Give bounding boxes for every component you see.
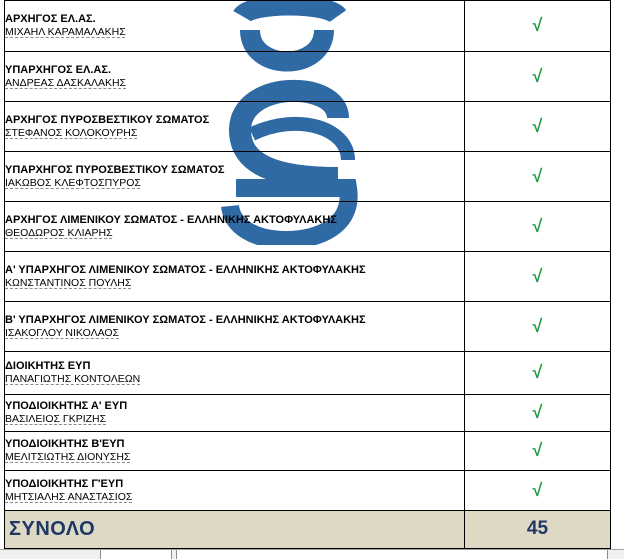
position-title: Α' ΥΠΑΡΧΗΓΟΣ ΛΙΜΕΝΙΚΟΥ ΣΩΜΑΤΟΣ - ΕΛΛΗΝΙΚΗΣ ΑΚΤΟΦΥΛΑΚΗΣ (5, 263, 366, 276)
table-row (5, 52, 611, 102)
person-name: ΙΣΑΚΟΓΛΟΥ ΝΙΚΟΛΑΟΣ (5, 326, 120, 339)
position-cell[interactable] (5, 52, 465, 102)
position-title: ΥΠΑΡΧΗΓΟΣ ΠΥΡΟΣΒΕΣΤΙΚΟΥ ΣΩΜΑΤΟΣ (5, 163, 225, 176)
check-mark-icon: √ (532, 15, 543, 35)
person-name: ΙΑΚΩΒΟΣ ΚΛΕΦΤΟΣΠΥΡΟΣ (5, 176, 141, 189)
total-label: ΣΥΝΟΛΟ (9, 517, 96, 540)
table-row (5, 202, 611, 252)
person-name: ΜΗΤΣΙΑΛΗΣ ΑΝΑΣΤΑΣΙΟΣ (5, 490, 133, 503)
check-cell[interactable] (465, 302, 611, 352)
table-row (5, 471, 611, 511)
check-cell[interactable] (465, 352, 611, 395)
position-title: ΔΙΟΙΚΗΤΗΣ ΕΥΠ (5, 360, 91, 372)
person-name: ΘΕΟΔΩΡΟΣ ΚΛΙΑΡΗΣ (5, 226, 113, 239)
check-mark-icon: √ (532, 165, 543, 186)
sheet-tab[interactable] (176, 550, 608, 559)
position-cell[interactable] (5, 395, 465, 432)
check-mark-icon: √ (532, 479, 543, 500)
person-name: ΣΤΕΦΑΝΟΣ ΚΟΛΟΚΟΥΡΗΣ (5, 126, 138, 139)
position-title: ΥΠΟΔΙΟΙΚΗΤΗΣ Α' ΕΥΠ (5, 400, 128, 412)
check-mark-icon: √ (532, 65, 543, 86)
position-cell[interactable] (5, 352, 465, 395)
person-name: ΑΝΔΡΕΑΣ ΔΑΣΚΑΛΑΚΗΣ (5, 76, 127, 89)
position-title: ΑΡΧΗΓΟΣ ΛΙΜΕΝΙΚΟΥ ΣΩΜΑΤΟΣ - ΕΛΛΗΝΙΚΗΣ ΑΚΤΟΦΥΛΑΚΗΣ (5, 213, 337, 226)
table-row (5, 302, 611, 352)
person-name: ΜΕΛΙΤΣΙΩΤΗΣ ΔΙΟΝΥΣΗΣ (5, 451, 131, 463)
check-cell[interactable] (465, 432, 611, 471)
person-name: ΚΩΝΣΤΑΝΤΙΝΟΣ ΠΟΥΛΗΣ (5, 276, 132, 289)
table-row (5, 1, 611, 52)
position-cell[interactable] (5, 302, 465, 352)
total-value: 45 (526, 518, 549, 540)
position-cell[interactable] (5, 202, 465, 252)
position-cell[interactable] (5, 152, 465, 202)
person-name: ΜΙΧΑΗΛ ΚΑΡΑΜΑΛΑΚΗΣ (5, 26, 126, 38)
position-cell[interactable] (5, 252, 465, 302)
table-row (5, 152, 611, 202)
position-title: ΥΠΟΔΙΟΙΚΗΤΗΣ Β'ΕΥΠ (5, 438, 125, 450)
total-row (5, 511, 611, 549)
table-row (5, 252, 611, 302)
check-mark-icon: √ (532, 315, 543, 336)
check-cell[interactable] (465, 395, 611, 432)
position-title: ΥΠΑΡΧΗΓΟΣ ΕΛ.ΑΣ. (5, 63, 111, 76)
position-title: ΑΡΧΗΓΟΣ ΕΛ.ΑΣ. (5, 13, 96, 25)
check-mark-icon: √ (532, 440, 543, 460)
check-cell[interactable] (465, 252, 611, 302)
person-name: ΒΑΣΙΛΕΙΟΣ ΓΚΡΙΖΗΣ (5, 413, 107, 425)
check-mark-icon: √ (532, 265, 543, 286)
table-row (5, 432, 611, 471)
check-mark-icon: √ (532, 402, 543, 422)
table-row (5, 352, 611, 395)
sheet-tab[interactable] (100, 550, 172, 559)
check-mark-icon: √ (532, 362, 543, 382)
check-cell[interactable] (465, 102, 611, 152)
check-cell[interactable] (465, 202, 611, 252)
position-cell[interactable] (5, 102, 465, 152)
total-value-cell[interactable] (465, 511, 611, 549)
check-cell[interactable] (465, 52, 611, 102)
position-cell[interactable] (5, 471, 465, 511)
table-row (5, 395, 611, 432)
check-cell[interactable] (465, 152, 611, 202)
person-name: ΠΑΝΑΓΙΩΤΗΣ ΚΟΝΤΟΛΕΩΝ (5, 373, 141, 385)
check-cell[interactable] (465, 1, 611, 52)
officials-table (4, 0, 611, 550)
sheet-tab-bar (0, 549, 624, 559)
position-title: ΑΡΧΗΓΟΣ ΠΥΡΟΣΒΕΣΤΙΚΟΥ ΣΩΜΑΤΟΣ (5, 113, 210, 126)
total-label-cell[interactable] (5, 511, 465, 549)
position-title: Β' ΥΠΑΡΧΗΓΟΣ ΛΙΜΕΝΙΚΟΥ ΣΩΜΑΤΟΣ - ΕΛΛΗΝΙΚΗΣ ΑΚΤΟΦΥΛΑΚΗΣ (5, 313, 366, 326)
check-mark-icon: √ (532, 215, 543, 236)
check-cell[interactable] (465, 471, 611, 511)
position-cell[interactable] (5, 432, 465, 471)
table-row (5, 102, 611, 152)
position-title: ΥΠΟΔΙΟΙΚΗΤΗΣ Γ'ΕΥΠ (5, 477, 124, 490)
position-cell[interactable] (5, 1, 465, 52)
check-mark-icon: √ (532, 115, 543, 136)
